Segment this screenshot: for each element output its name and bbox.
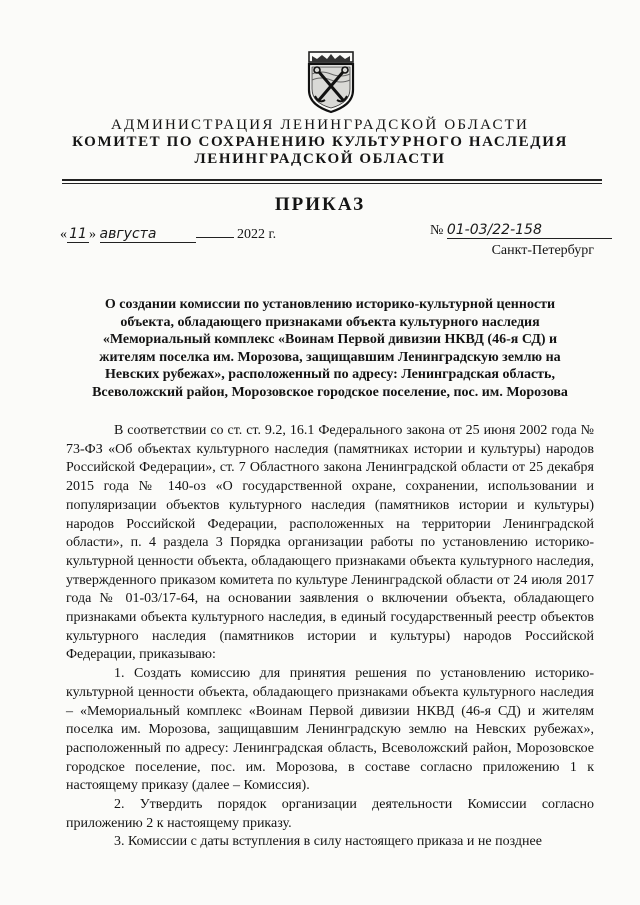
- org-name-line1: АДМИНИСТРАЦИЯ ЛЕНИНГРАДСКОЙ ОБЛАСТИ: [110, 117, 530, 133]
- date-close-quote: »: [89, 227, 96, 242]
- org-name-line3: ЛЕНИНГРАДСКОЙ ОБЛАСТИ: [194, 151, 446, 167]
- date-day: 11: [67, 226, 89, 243]
- subject-line: жителям поселка им. Морозова, защищавшим Ленинградскую землю на: [99, 349, 561, 365]
- number-prefix: №: [430, 223, 444, 238]
- header-rule-thick: [62, 179, 602, 181]
- coat-of-arms-icon: [303, 50, 359, 114]
- order-subject: [66, 296, 594, 401]
- org-name-line2: КОМИТЕТ ПО СОХРАНЕНИЮ КУЛЬТУРНОГО НАСЛЕДИЯ: [72, 134, 568, 150]
- order-item-3: 3. Комиссии с даты вступления в силу настоящего приказа и не позднее: [114, 834, 542, 850]
- preamble-paragraph: В соответствии со ст. ст. 9.2, 16.1 Федерального закона от 25 июня 2002 года № 73-ФЗ «Об объектах культурного наследия (памятниках истории и культуры) народов Российской Федерации», ст. 7 Областного закона Ленинградской области от 25 декабря 2015 года № 140-оз «О государственной охране, сохранении, использовании и популяризации объектов культурного наследия (памятников истории и культуры) народов Российской Федерации, расположенных на территории Ленинградской области», п. 4 раздела 3 Порядка организации работы по установлению историко-культурной ценности объекта, обладающего признаками объекта культурного наследия, утвержденного приказом комитета по культуре Ленинградской области от 24 июля 2017 года № 01-03/17-64, на основании заявления о включении объекта, обладающего признаками объекта культурного наследия, в единый государственный реестр объектов культурного наследия (памятников истории и культуры) народов Российской Федерации, приказываю:: [66, 423, 594, 663]
- subject-line: объекта, обладающего признаками объекта культурного наследия: [120, 314, 540, 330]
- order-item-1: 1. Создать комиссию для принятия решения по установлению историко-культурной ценности объекта, обладающего признаками объекта культурного наследия – «Мемориальный комплекс «Воинам Первой дивизии НКВД (46-я СД) и жителям поселка им. Морозова, защищавшим Ленинградскую землю на Невских рубежах», расположенный по адресу: Ленинградская область, Всеволожский район, Морозовское городское поселение, пос. им. Морозова, в составе согласно приложению 1 к настоящему приказу (далее – Комиссия).: [66, 666, 594, 794]
- issue-place: Санкт-Петербург: [491, 243, 594, 258]
- number-value: 01-03/22-158: [447, 222, 612, 239]
- order-number: [430, 222, 612, 239]
- order-date: [60, 226, 276, 243]
- document-type-title: ПРИКАЗ: [274, 194, 366, 215]
- date-month: августа: [100, 226, 196, 243]
- subject-line: О создании комиссии по установлению историко-культурной ценности: [104, 297, 556, 312]
- order-body: [66, 422, 594, 852]
- date-open-quote: «: [60, 227, 67, 242]
- header-rule-thin: [62, 183, 602, 184]
- date-year: 2022 г.: [237, 227, 277, 242]
- subject-line: Всеволожский район, Морозовское городское поселение, пос. им. Морозова: [92, 384, 568, 400]
- subject-line: Невских рубежах», расположенный по адресу: Ленинградская область,: [105, 367, 555, 382]
- date-underline: [196, 237, 234, 238]
- subject-line: «Мемориальный комплекс «Воинам Первой дивизии НКВД (46-я СД) и: [102, 332, 558, 347]
- order-item-2: 2. Утвердить порядок организации деятельности Комиссии согласно приложению 2 к настоящему приказу.: [66, 797, 594, 831]
